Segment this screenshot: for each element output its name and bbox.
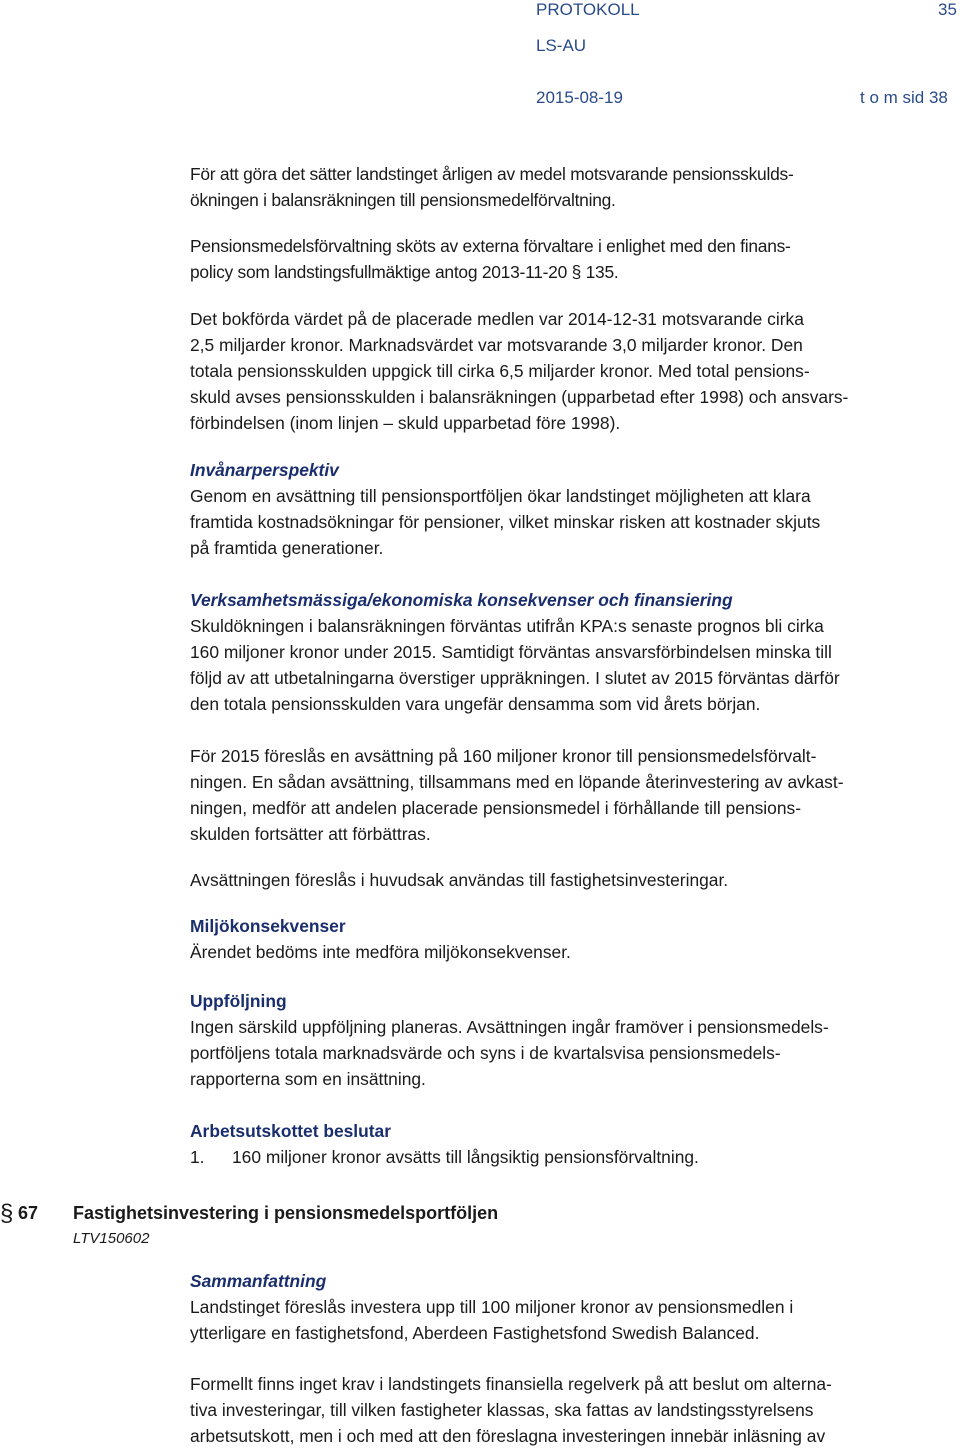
heading-sammanfattning: Sammanfattning [190,1271,327,1291]
section-symbol: § [0,1200,14,1227]
paragraph-line: totala pensionsskulden uppgick till cirka 6,5 miljarder kronor. Med total pensions- [190,361,810,381]
header-committee: LS-AU [536,36,587,55]
heading-invanarperspektiv: Invånarperspektiv [190,460,339,480]
section-beslut [190,1118,940,1170]
paragraph-line: den totala pensionsskulden vara ungefär densamma som vid årets början. [190,694,761,714]
paragraph-line: portföljens totala marknadsvärde och syns i de kvartalsvisa pensionsmedels- [190,1043,781,1063]
section-case-code: LTV150602 [73,1230,150,1247]
paragraph-3 [190,306,940,436]
paragraph-1 [190,161,940,213]
paragraph-line: arbetsutskott, men i och med att den föreslagna investeringen innebär inläsning av [190,1426,826,1446]
paragraph-line: framtida kostnadsökningar för pensioner, vilket minskar risken att kostnader skjuts [190,512,821,532]
paragraph-line: Ärendet bedöms inte medföra miljökonsekvenser. [190,942,571,962]
paragraph-line: För 2015 föreslås en avsättning på 160 miljoner kronor till pensionsmedelsförvalt- [190,746,817,766]
paragraph-line: ningen. En sådan avsättning, tillsammans med en löpande återinvestering av avkast- [190,772,844,792]
paragraph-line: För att göra det sätter landstinget årligen av medel motsvarande pensionsskulds- [190,164,794,184]
section-uppfoljning [190,988,940,1092]
decision-item-text: 160 miljoner kronor avsätts till långsiktig pensionsförvaltning. [232,1147,699,1167]
paragraph-line: ningen, medför att andelen placerade pensionsmedel i förhållande till pensions- [190,798,801,818]
paragraph-4 [190,743,940,847]
paragraph-line: Det bokförda värdet på de placerade medlen var 2014-12-31 motsvarande cirka [190,309,804,329]
paragraph-line: 2,5 miljarder kronor. Marknadsvärdet var motsvarande 3,0 miljarder kronor. Den [190,335,803,355]
section-miljokonsekvenser [190,913,940,965]
heading-miljokonsekvenser: Miljökonsekvenser [190,916,346,936]
paragraph-line: Pensionsmedelsförvaltning sköts av externa förvaltare i enlighet med den finans- [190,236,791,256]
paragraph-line: ökningen i balansräkningen till pensionsmedelförvaltning. [190,190,616,210]
paragraph-2 [190,233,940,285]
decision-item-number: 1. [190,1147,205,1167]
decision-item [190,1144,940,1170]
paragraph-line: skuld avses pensionsskulden i balansräkningen (upparbetad efter 1998) och ansvars- [190,387,849,407]
paragraph-line: Formellt finns inget krav i landstingets finansiella regelverk på att beslut om alterna- [190,1374,832,1394]
paragraph-line: på framtida generationer. [190,538,384,558]
header-protokoll: PROTOKOLL [536,0,640,19]
paragraph-line: följd av att utbetalningarna överstiger uppräkningen. I slutet av 2015 förväntas därför [190,668,840,688]
paragraph-line: skulden fortsätter att förbättras. [190,824,431,844]
paragraph-line: Skuldökningen i balansräkningen förväntas utifrån KPA:s senaste prognos bli cirka [190,616,824,636]
section-verksamhet [190,587,940,717]
section-invanarperspektiv [190,457,940,561]
paragraph-line: tiva investeringar, till vilken fastigheter klassas, ska fattas av landstingsstyrelsens [190,1400,814,1420]
paragraph-line: policy som landstingsfullmäktige antog 2013-11-20 § 135. [190,262,619,282]
paragraph-line: Genom en avsättning till pensionsportföljen ökar landstinget möjligheten att klara [190,486,811,506]
paragraph-line: förbindelsen (inom linjen – skuld upparbetad före 1998). [190,413,621,433]
header-page-number: 35 [938,0,957,19]
paragraph-line: 160 miljoner kronor under 2015. Samtidigt förväntas ansvarsförbindelsen minska till [190,642,832,662]
paragraph-line: ytterligare en fastighetsfond, Aberdeen Fastighetsfond Swedish Balanced. [190,1323,760,1343]
header-date: 2015-08-19 [536,88,623,107]
heading-verksamhet: Verksamhetsmässiga/ekonomiska konsekvenser och finansiering [190,590,733,610]
paragraph-line: Ingen särskild uppföljning planeras. Avsättningen ingår framöver i pensionsmedels- [190,1017,829,1037]
paragraph-line: rapporterna som en insättning. [190,1069,426,1089]
section-sammanfattning [190,1268,940,1346]
paragraph-6 [190,1371,940,1449]
section-number: 67 [18,1203,39,1223]
paragraph-5 [190,867,940,893]
header-page-total: t o m sid 38 [860,88,948,107]
paragraph-line: Landstinget föreslås investera upp till 100 miljoner kronor av pensionsmedlen i [190,1297,794,1317]
heading-beslut: Arbetsutskottet beslutar [190,1121,391,1141]
paragraph-line: Avsättningen föreslås i huvudsak användas till fastighetsinvesteringar. [190,870,729,890]
heading-uppfoljning: Uppföljning [190,991,287,1011]
section-title: Fastighetsinvestering i pensionsmedelsportföljen [73,1203,499,1223]
